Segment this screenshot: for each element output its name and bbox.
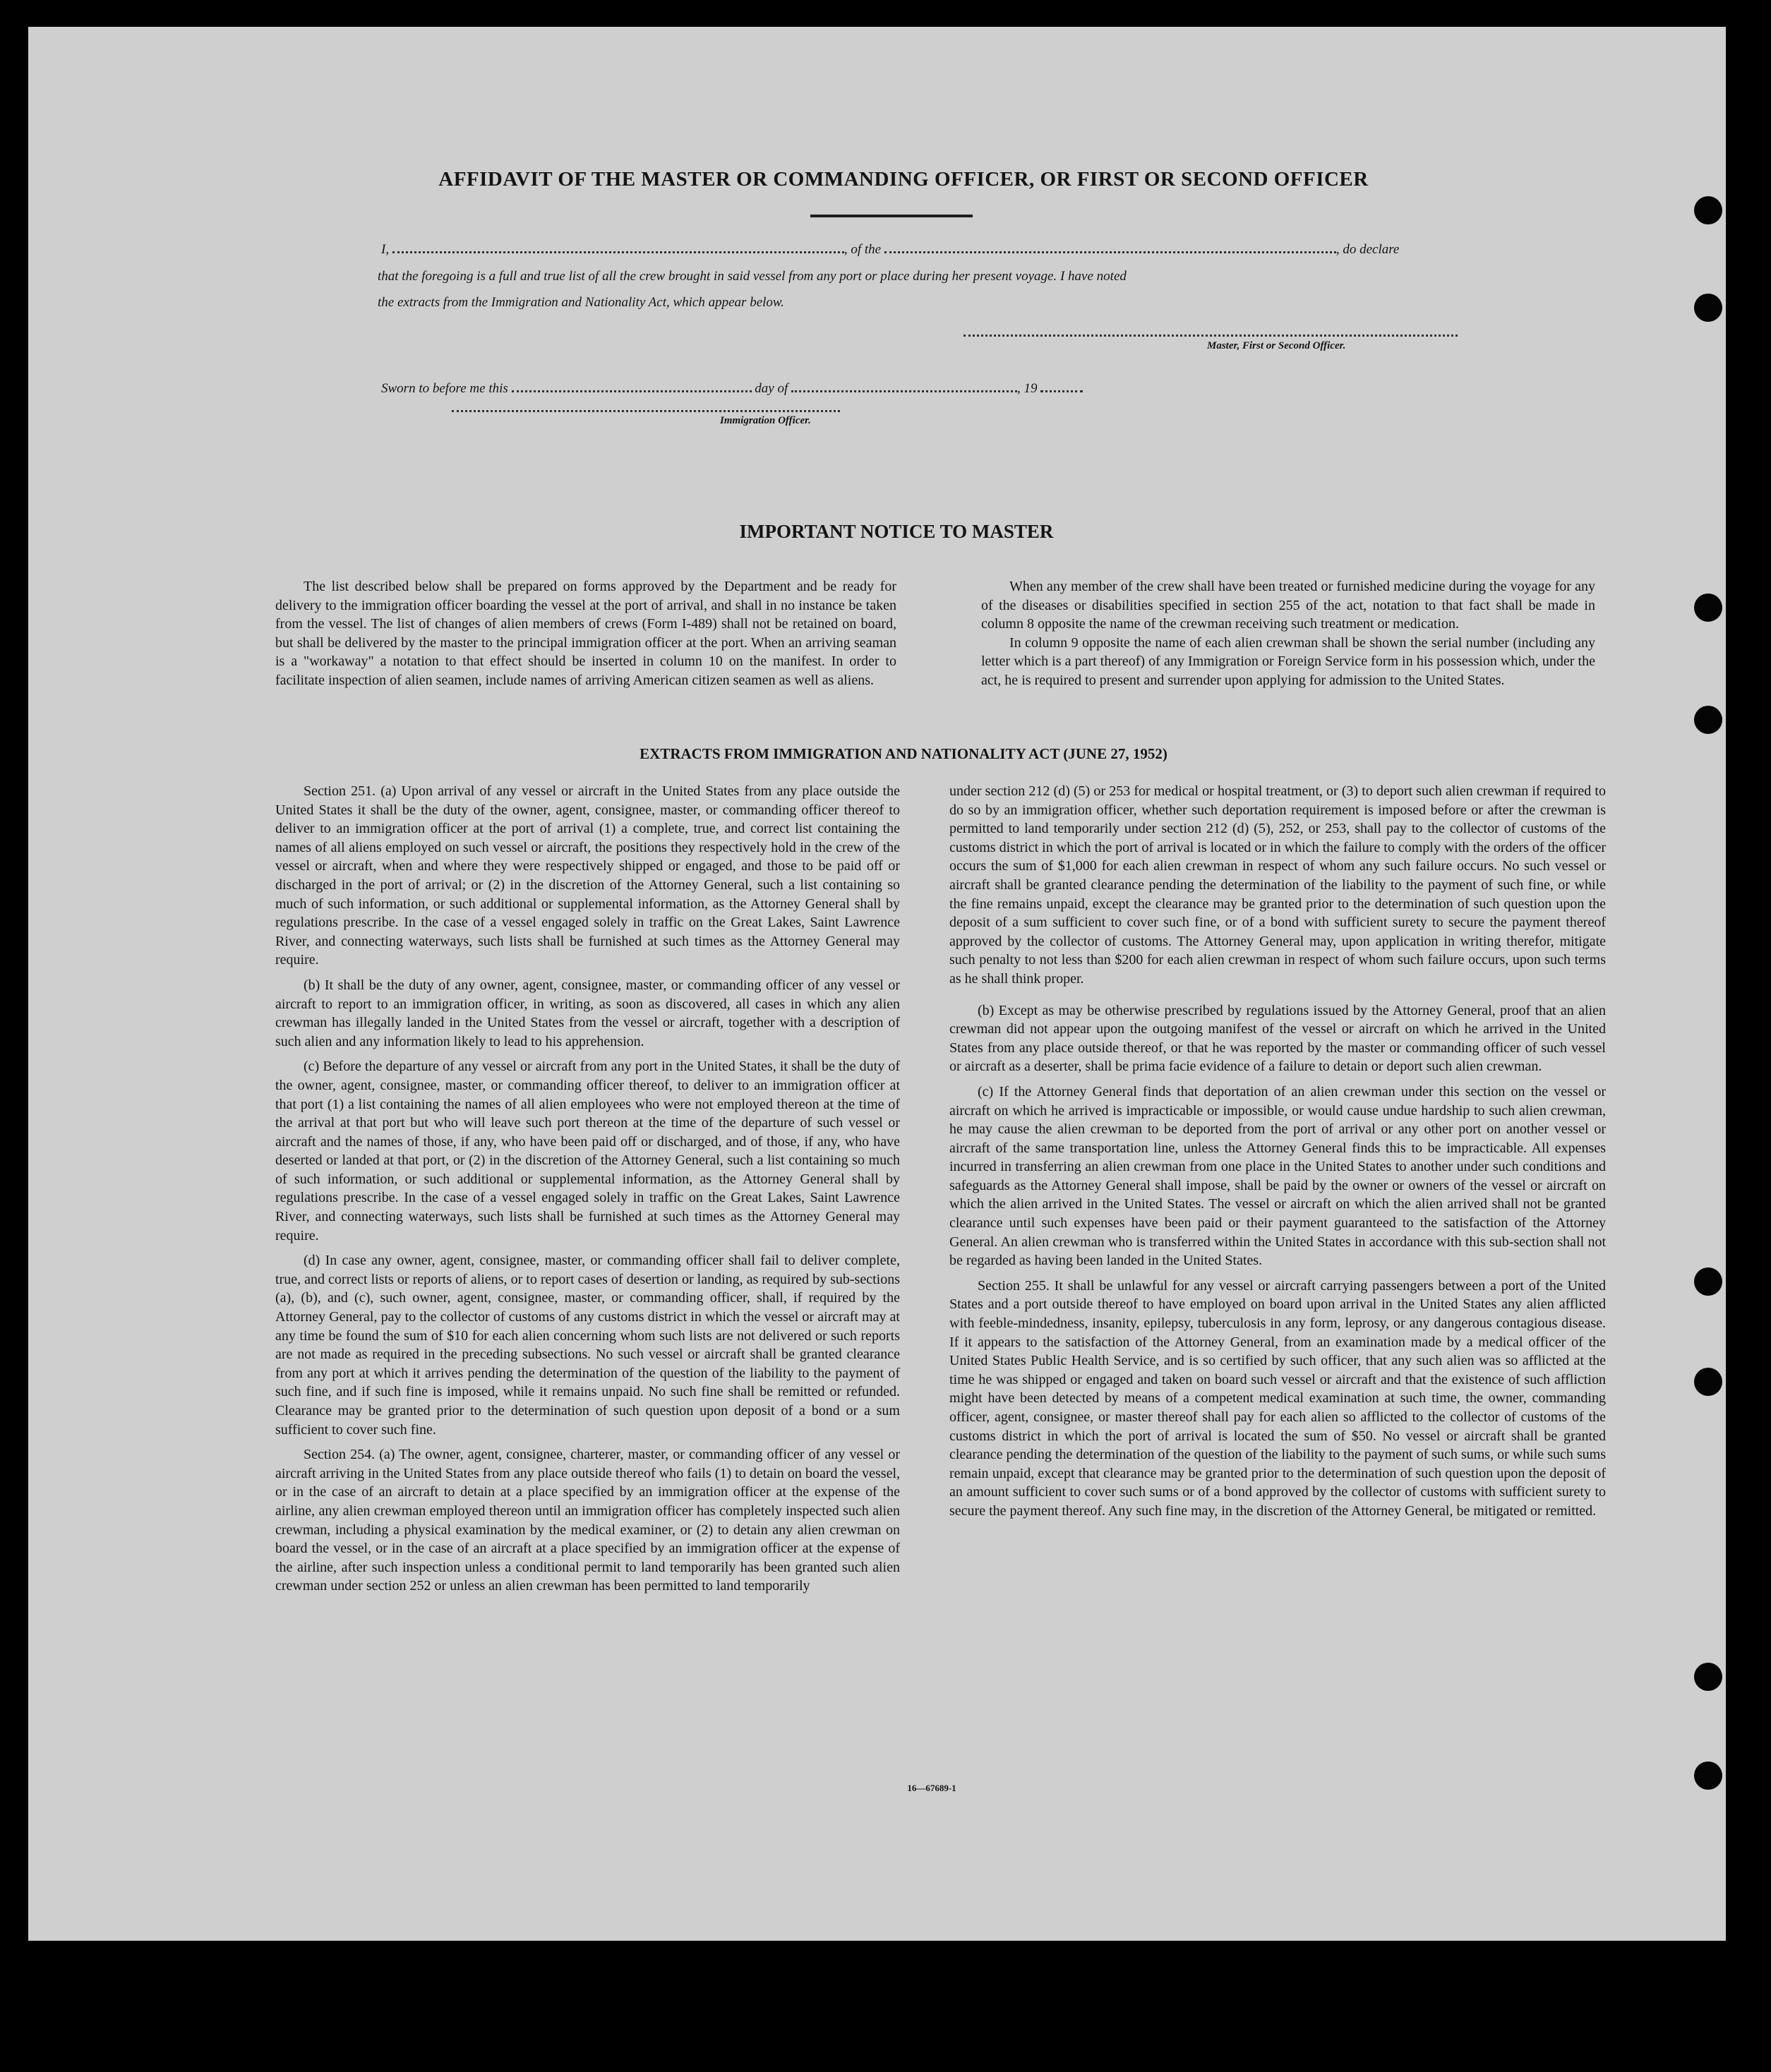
declarant-prefix: I,: [381, 242, 390, 257]
statute-paragraph: (d) In case any owner, agent, consignee, master, or commanding officer shall fail to deliver complete, true, and correct lists or reports of aliens, or to report cases of desertion or landing, as required by sub-sections (a), (b), and (c), such owner, agent, consignee, master, or commanding officer, shall, if required by the Attorney General, pay to the collector of customs of any customs district in which the vessel or aircraft may at any time be found the sum of $10 for each alien concerning whom such lists are not delivered or such reports are not made as required in the preceding subsections. No such vessel or aircraft shall be granted clearance from any port at which it arrives pending the determination of the question of the liability to the payment of such fine, and if such fine is imposed, while it remains unpaid. No such fine shall be remitted or refunded. Clearance may be granted prior to the determination of such question upon deposit of a bond or a sum sufficient to cover such fine.: [275, 1253, 900, 1438]
sworn-year-field[interactable]: [1040, 378, 1083, 392]
punch-hole: [1694, 706, 1722, 734]
punch-hole: [1694, 1663, 1722, 1691]
notice-paragraph: The list described below shall be prepared on forms approved by the Department and be ready for delivery to the immigration officer boarding the vessel at the port of arrival, and shall in no instance be taken from the vessel. The list of changes of alien members of crews (Form I-489) shall not be retained on board, but shall be delivered by the master to the principal immigration officer at the port. When an arriving seaman is a "workaway" a notation to that effect should be inserted in column 10 on the manifest. In order to facilitate inspection of alien seamen, include names of arriving American citizen seamen as well as aliens.: [275, 579, 896, 688]
punch-hole: [1694, 1267, 1722, 1296]
document-page: [28, 27, 1726, 1941]
extracts-left-column: [275, 782, 900, 1596]
notice-left-column: [275, 577, 896, 690]
officer-signature-line[interactable]: [452, 410, 840, 412]
sworn-day-field[interactable]: [512, 378, 752, 392]
declaration-line: [381, 239, 1468, 258]
vessel-name-field[interactable]: [884, 239, 1336, 253]
notice-right-column: [981, 577, 1595, 690]
vessel-prefix: , of the: [844, 242, 882, 257]
statute-paragraph: Section 251. (a) Upon arrival of any vessel or aircraft in the United States from any place outside the United States it shall be the duty of the owner, agent, consignee, master, or commanding officer thereof to deliver to an immigration officer at the port of arrival (1) a complete, true, and correct list containing the names of all aliens employed on such vessel or aircraft, the positions they respectively hold in the crew of the vessel or aircraft, when and where they were respectively shipped or engaged, and those to be paid off or discharged in the port of arrival; or (2) in the discretion of the Attorney General, such a list containing so much of such information, or such additional or supplemental information, as the Attorney General shall by regulations prescribe. In the case of a vessel engaged solely in traffic on the Great Lakes, Saint Lawrence River, and connecting waterways, such lists shall be furnished at such times as the Attorney General may require.: [275, 783, 900, 968]
extracts-right-column: [949, 782, 1606, 1521]
statute-paragraph: Section 254. (a) The owner, agent, consignee, charterer, master, or commanding officer of any vessel or aircraft arriving in the United States from any place outside thereof who fails (1) to detain on board the vessel, or in the case of an aircraft to detain at a place specified by an immigration officer at the expense of the airline, any alien crewman employed thereon until an immigration officer has completely inspected such alien crewman, including a physical examination by the medical examiner, or (2) to detain any alien crewman on board the vessel, or in the case of an aircraft at a place specified by an immigration officer at the expense of the airline, after such inspection unless a conditional permit to land temporarily has been granted such alien crewman under section 252 or unless an alien crewman has been permitted to land temporarily: [275, 1447, 900, 1594]
punch-hole: [1694, 1761, 1722, 1790]
declare-suffix: , do declare: [1335, 242, 1400, 257]
declarant-name-field[interactable]: [392, 239, 844, 253]
extracts-title: EXTRACTS FROM IMMIGRATION AND NATIONALITY ACT (JUNE 27, 1952): [640, 745, 1167, 762]
statute-paragraph: (b) Except as may be otherwise prescribed by regulations issued by the Attorney General, proof that an alien crewman did not appear upon the outgoing manifest of the vessel or aircraft on which he arrived in the United States from any place outside thereof, or that he was reported by the master or commanding officer of such vessel or aircraft as a deserter, shall be prima facie evidence of a failure to detain or deport such alien crewman.: [949, 1002, 1606, 1075]
declaration-text-2: the extracts from the Immigration and Nationality Act, which appear below.: [378, 295, 784, 310]
affidavit-title: AFFIDAVIT OF THE MASTER OR COMMANDING OFFICER, OR FIRST OR SECOND OFFICER: [438, 168, 1369, 191]
master-signature-line[interactable]: [963, 335, 1458, 337]
punch-hole: [1694, 294, 1722, 322]
declaration-text-1: that the foregoing is a full and true list of all the crew brought in said vessel from any port or place during her present voyage. I have noted: [378, 269, 1127, 284]
sworn-line: [381, 378, 1228, 397]
punch-hole: [1694, 1368, 1722, 1396]
year-prefix: , 19: [1017, 381, 1038, 396]
sworn-month-field[interactable]: [791, 378, 1017, 392]
notice-paragraph: When any member of the crew shall have been treated or furnished medicine during the voyage for any of the diseases or disabilities specified in section 255 of the act, notation to that fact shall be made in column 8 opposite the name of the crewman receiving such treatment or medication.: [981, 579, 1595, 632]
punch-hole: [1694, 594, 1722, 622]
statute-paragraph: (c) If the Attorney General finds that deportation of an alien crewman under this section on the vessel or aircraft on which he arrived is impracticable or impossible, or would cause undue hardship to such alien crewman, he may cause the alien crewman to be deported from the port of arrival or any other port on another vessel or aircraft of the same transportation line, unless the Attorney General finds this to be impracticable. All expenses incurred in transferring an alien crewman from one place in the United States to another under such conditions and safeguards as the Attorney General shall impose, shall be paid by the owner or owners of the vessel or aircraft on which the alien arrived in the United States. The vessel or aircraft on which the alien arrived shall not be granted clearance until such expenses have been paid or their payment guaranteed to the satisfaction of the Attorney General. An alien crewman who is transferred within the United States in accordance with this sub-section shall not be regarded as having been landed in the United States.: [949, 1083, 1606, 1269]
statute-paragraph: Section 255. It shall be unlawful for any vessel or aircraft carrying passengers between a port of the United States and a port outside thereof to have employed on board upon arrival in the United States any alien afflicted with feeble-mindedness, insanity, epilepsy, tuberculosis in any form, leprosy, or any dangerous contagious disease. If it appears to the satisfaction of the Attorney General, from an examination made by a medical officer of the United States Public Health Service, and is so certified by such officer, that any such alien was so afflicted at the time he was shipped or engaged and taken on board such vessel or aircraft and that the existence of such affliction might have been detected by means of a competent medical examination at such time, the owner, commanding officer, agent, consignee, or master thereof shall pay for each alien so afflicted to the collector of customs of the customs district in which the port of arrival is located the sum of $50. No vessel or aircraft shall be granted clearance pending the determination of the question of the liability to the payment of such sums, or while such sums remain unpaid, except that clearance may be granted prior to the determination of such question upon the deposit of an amount sufficient to cover such sums or of a bond approved by the collector of customs with sufficient surety to secure the payment thereof. Any such fine may, in the discretion of the Attorney General, be mitigated or remitted.: [949, 1277, 1606, 1519]
statute-paragraph: (b) It shall be the duty of any owner, agent, consignee, master, or commanding officer of any vessel or aircraft to report to an immigration officer, in writing, as soon as discovered, all cases in which any alien crewman has illegally landed in the United States from the vessel or aircraft, together with a description of such alien and any information likely to lead to his apprehension.: [275, 977, 900, 1049]
title-rule: [810, 215, 973, 217]
statute-paragraph: under section 212 (d) (5) or 253 for medical or hospital treatment, or (3) to deport such alien crewman if required to do so by an immigration officer, whether such deportation requirement is imposed before or after the crewman is permitted to land temporarily under section 212 (d) (5), 252, or 253, shall pay to the collector of customs of the customs district in which the port of arrival is located or in which the failure to comply with the orders of the officer occurs the sum of $1,000 for each alien crewman in respect of whom any such failure occurs. No such vessel or aircraft shall be granted clearance pending the determination of the liability to the payment of such fine, or while the fine remains unpaid, except the clearance may be granted prior to the determination of such question upon the deposit of a sum sufficient to cover such fine, or of a bond with sufficient surety to secure the payment thereof approved by the collector of customs. The Attorney General may, upon application in writing therefor, mitigate such penalty to not less than $200 for each alien crewman in respect of whom such failure occurs, upon such terms as he shall think proper.: [949, 783, 1606, 987]
notice-paragraph: In column 9 opposite the name of each alien crewman shall be shown the serial number (including any letter which is a part thereof) of any Immigration or Foreign Service form in his possession which, under the act, he is required to present and surrender upon applying for admission to the United States.: [981, 634, 1595, 688]
day-of-text: day of: [755, 381, 788, 396]
officer-caption: Immigration Officer.: [720, 415, 811, 426]
statute-paragraph: (c) Before the departure of any vessel or aircraft from any port in the United States, it shall be the duty of the owner, agent, consignee, master, or commanding officer thereof, to deliver to an immigration officer at that port (1) a list containing the names of all alien employees who were not employed thereon at the time of the arrival at that port but who will leave such port thereon at the time of the departure of such vessel or aircraft and the names of those, if any, who have been paid off or discharged, and of those, if any, who have deserted or landed at that port, or (2) in the discretion of the Attorney General, such a list containing so much of such information, or such additional or supplemental information, as the Attorney General shall by regulations prescribe. In the case of a vessel engaged solely in traffic on the Great Lakes, Saint Lawrence River, and connecting waterways, such lists shall be furnished at such times as the Attorney General may require.: [275, 1059, 900, 1243]
master-caption: Master, First or Second Officer.: [1207, 340, 1346, 351]
notice-title: IMPORTANT NOTICE TO MASTER: [739, 521, 1054, 542]
punch-hole: [1694, 196, 1722, 224]
sworn-text: Sworn to before me this: [381, 381, 508, 396]
form-code: 16—67689-1: [907, 1783, 956, 1793]
